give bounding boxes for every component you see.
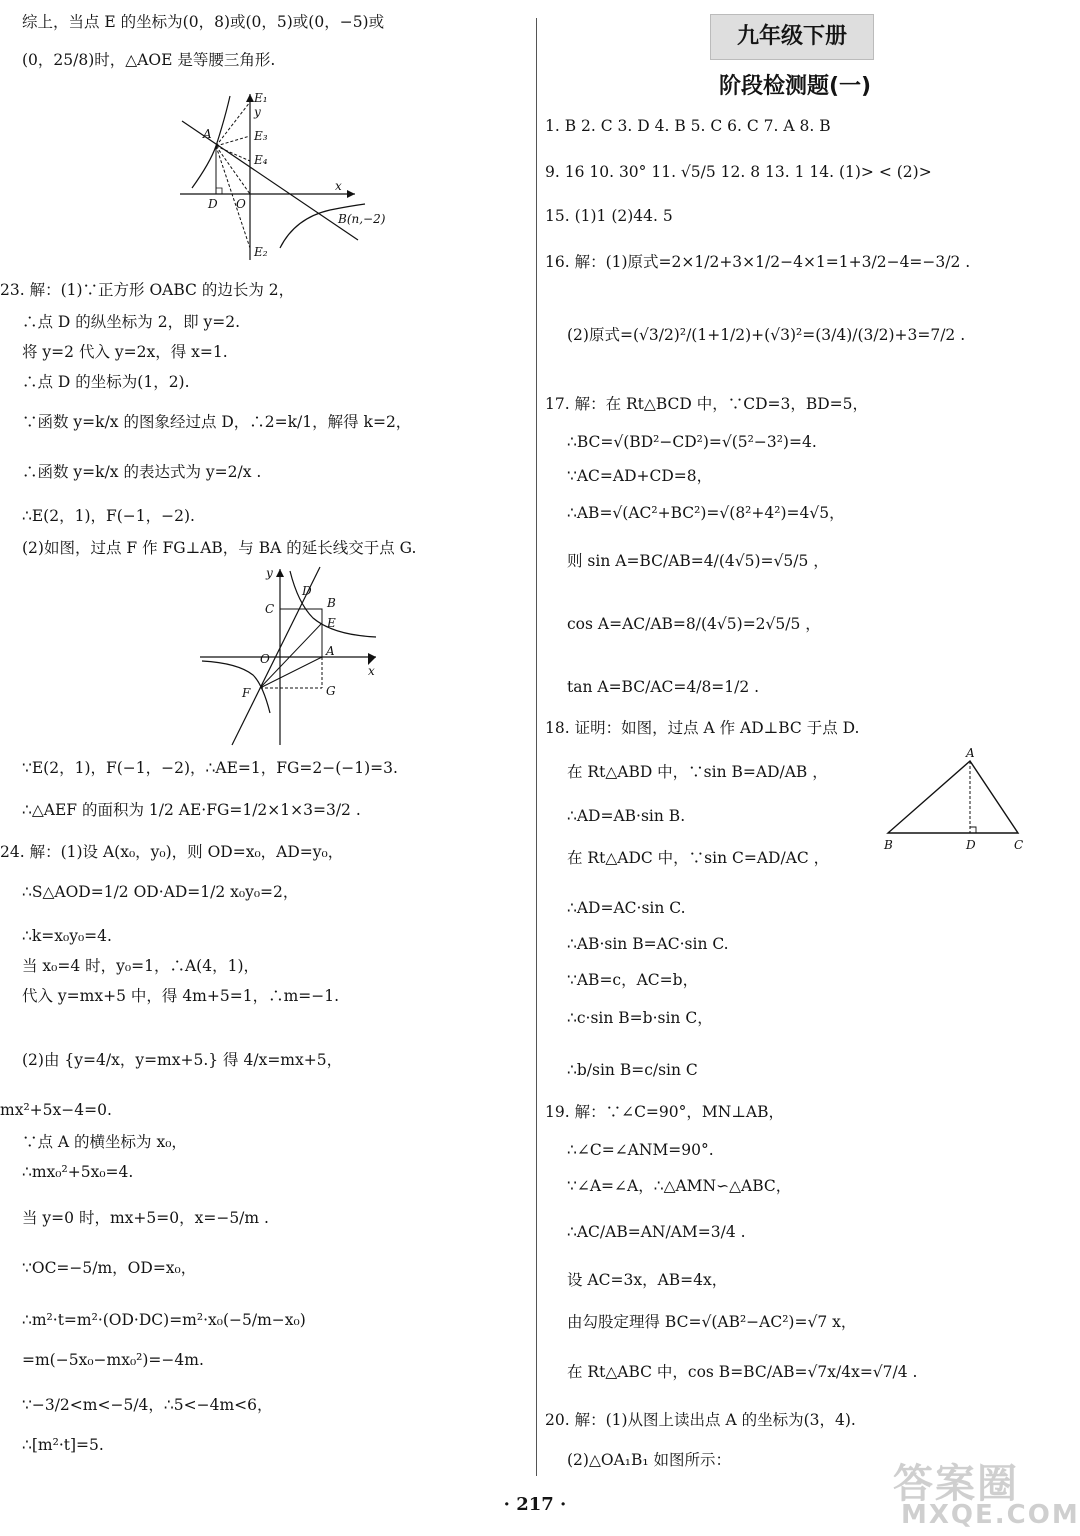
fig1-label: E₁	[254, 91, 268, 105]
text-line: 15. (1)1 (2)44. 5	[545, 207, 673, 225]
fig2-label: O	[260, 652, 270, 666]
text-line: 20. 解：(1)从图上读出点 A 的坐标为(3，4).	[545, 1411, 856, 1429]
text-line: ∴AD=AB·sin B.	[567, 807, 686, 825]
text-line: 在 Rt△ABC 中，cos B=BC/AB=√7x/4x=√7/4 .	[567, 1363, 918, 1381]
text-line: ∴BC=√(BD²−CD²)=√(5²−3²)=4.	[567, 433, 817, 451]
text-line: 17. 解：在 Rt△BCD 中，∵CD=3，BD=5，	[545, 395, 869, 413]
fig1-label: A	[203, 127, 212, 141]
fig1-label: x	[335, 179, 342, 193]
watermark-url: MXQE.COM	[901, 1500, 1080, 1530]
text-line: 将 y=2 代入 y=2x，得 x=1.	[22, 343, 228, 361]
text-line: ∴AC/AB=AN/AM=3/4 .	[567, 1223, 746, 1241]
fig2-label: y	[266, 566, 273, 580]
text-line: ∴点 D 的坐标为(1，2).	[22, 373, 190, 391]
text-line: 综上，当点 E 的坐标为(0，8)或(0，5)或(0，−5)或	[22, 13, 385, 31]
text-line: 则 sin A=BC/AB=4/(4√5)=√5/5 ，	[567, 552, 829, 570]
text-line: ∵AC=AD+CD=8，	[567, 467, 713, 485]
text-line: 当 y=0 时，mx+5=0，x=−5/m .	[22, 1209, 269, 1227]
text-line: ∴函数 y=k/x 的表达式为 y=2/x .	[22, 463, 262, 481]
text-line: 24. 解：(1)设 A(x₀，y₀)，则 OD=x₀，AD=y₀，	[0, 843, 344, 861]
fig3-label: B	[884, 838, 893, 852]
text-line: 23. 解：(1)∵正方形 OABC 的边长为 2，	[0, 281, 295, 299]
text-line: 由勾股定理得 BC=√(AB²−AC²)=√7 x，	[567, 1313, 857, 1331]
text-line: 1. B 2. C 3. D 4. B 5. C 6. C 7. A 8. B	[545, 117, 831, 135]
fig1-label: E₂	[254, 245, 268, 259]
text-line: ∴△AEF 的面积为 1/2 AE·FG=1/2×1×3=3/2 .	[22, 801, 361, 819]
text-line: 在 Rt△ABD 中，∵sin B=AD/AB ，	[567, 763, 828, 781]
text-line: ∴AD=AC·sin C.	[567, 899, 686, 917]
fig1-label: E₃	[254, 129, 268, 143]
text-line: 在 Rt△ADC 中，∵sin C=AD/AC ，	[567, 849, 830, 867]
fig1-label: B(n,−2)	[338, 212, 386, 226]
text-line: (2)由 {y=4/x，y=mx+5.} 得 4/x=mx+5，	[22, 1051, 343, 1069]
text-line: 18. 证明：如图，过点 A 作 AD⊥BC 于点 D.	[545, 719, 860, 737]
fig3-label: A	[966, 746, 975, 760]
text-line: ∴m²·t=m²·(OD·DC)=m²·x₀(−5/m−x₀)	[22, 1311, 306, 1329]
fig2-label: G	[326, 684, 336, 698]
fig3-label: C	[1014, 838, 1024, 852]
text-line: ∴E(2，1)，F(−1，−2).	[22, 507, 195, 525]
text-line: ∴AB=√(AC²+BC²)=√(8²+4²)=4√5，	[567, 504, 845, 522]
text-line: 代入 y=mx+5 中，得 4m+5=1，∴m=−1.	[22, 987, 340, 1005]
text-line: ∵点 A 的横坐标为 x₀，	[22, 1133, 187, 1151]
fig2-label: F	[242, 686, 251, 700]
figure-triangle-abc	[880, 745, 1040, 860]
figure-square-oabc	[198, 563, 383, 748]
page-number: · 217 ·	[503, 1494, 567, 1515]
text-line: ∵函数 y=k/x 的图象经过点 D，∴2=k/1，解得 k=2，	[22, 413, 412, 431]
fig2-label: x	[368, 664, 375, 678]
text-line: mx²+5x−4=0.	[0, 1101, 112, 1119]
text-line: 设 AC=3x，AB=4x，	[567, 1271, 728, 1289]
figure-isosceles-triangle-aoe	[170, 88, 386, 263]
text-line: (0，25/8)时，△AOE 是等腰三角形.	[22, 51, 276, 69]
text-line: ∵∠A=∠A，∴△AMN∽△ABC，	[567, 1177, 792, 1195]
text-line: ∴AB·sin B=AC·sin C.	[567, 935, 729, 953]
text-line: ∴S△AOD=1/2 OD·AD=1/2 x₀y₀=2，	[22, 883, 299, 901]
column-divider	[536, 18, 537, 1476]
text-line: ∵OC=−5/m，OD=x₀，	[22, 1259, 197, 1277]
text-line: 16. 解：(1)原式=2×1/2+3×1/2−4×1=1+3/2−4=−3/2 .	[545, 253, 971, 271]
text-line: 当 x₀=4 时，y₀=1，∴A(4，1)，	[22, 957, 259, 975]
fig1-label: E₄	[254, 153, 268, 167]
text-line: ∴c·sin B=b·sin C，	[567, 1009, 713, 1027]
text-line: ∵AB=c，AC=b，	[567, 971, 699, 989]
fig1-label: O	[236, 197, 246, 211]
watermark-logo	[893, 1452, 1080, 1532]
text-line: tan A=BC/AC=4/8=1/2 .	[567, 678, 760, 696]
text-line: (2)原式=(√3/2)²/(1+1/2)+(√3)²=(3/4)/(3/2)+3=7/2 .	[567, 326, 966, 344]
fig2-label: B	[327, 596, 336, 610]
text-line: ∴∠C=∠ANM=90°.	[567, 1141, 714, 1159]
section-title: 阶段检测题(一)	[718, 74, 872, 99]
watermark-text: 答案圈	[893, 1461, 1019, 1507]
text-line: ∵−3/2<m<−5/4，∴5<−4m<6，	[22, 1396, 273, 1414]
text-line: 9. 16 10. 30° 11. √5/5 12. 8 13. 1 14. (1)> < (2)>	[545, 163, 932, 181]
text-line: ∵E(2，1)，F(−1，−2)，∴AE=1，FG=2−(−1)=3.	[22, 759, 398, 777]
fig3-label: D	[966, 838, 976, 852]
grade-header: 九年级下册	[710, 14, 874, 60]
fig2-label: D	[302, 584, 312, 598]
text-line: ∴mx₀²+5x₀=4.	[22, 1163, 134, 1181]
text-line: ∴k=x₀y₀=4.	[22, 927, 112, 945]
text-line: (2)如图，过点 F 作 FG⊥AB，与 BA 的延长线交于点 G.	[22, 539, 417, 557]
fig2-label: E	[327, 616, 336, 630]
text-line: 19. 解：∵∠C=90°，MN⊥AB，	[545, 1103, 784, 1121]
text-line: ∴b/sin B=c/sin C	[567, 1061, 698, 1079]
text-line: (2)△OA₁B₁ 如图所示：	[567, 1451, 732, 1469]
fig2-label: A	[326, 644, 335, 658]
text-line: =m(−5x₀−mx₀²)=−4m.	[22, 1351, 204, 1369]
fig1-label: D	[208, 197, 218, 211]
text-line: ∴[m²·t]=5.	[22, 1436, 104, 1454]
fig2-label: C	[265, 602, 275, 616]
text-line: ∴点 D 的纵坐标为 2，即 y=2.	[22, 313, 241, 331]
fig1-label: y	[254, 105, 261, 119]
text-line: cos A=AC/AB=8/(4√5)=2√5/5 ，	[567, 615, 821, 633]
